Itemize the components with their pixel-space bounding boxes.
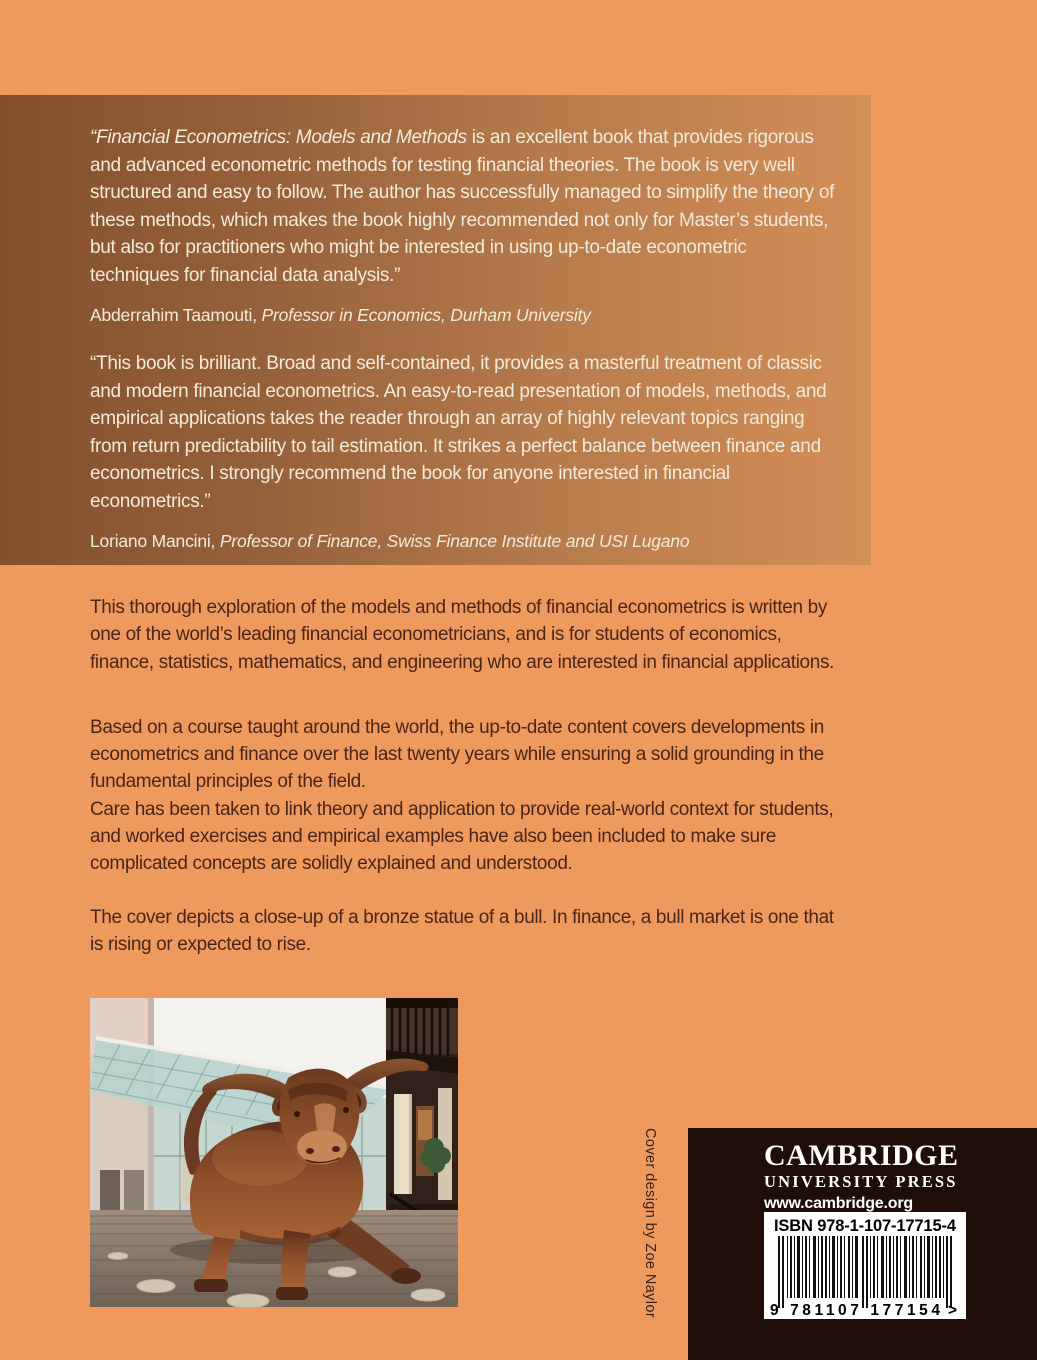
description-paragraph-3: Care has been taken to link theory and application to provide real-world context for students, and worked exercises and empirical examples have also been included to make sure complicated concepts are solidly explained and understood.: [90, 798, 834, 875]
barcode-digits: 9 781107 177154: [770, 1302, 940, 1319]
isbn-barcode: [764, 1212, 966, 1319]
book-description: [90, 594, 844, 958]
publisher-website: www.cambridge.org: [764, 1195, 913, 1212]
left-building: [90, 998, 154, 1236]
publisher-name-line2: UNIVERSITY PRESS: [764, 1172, 958, 1191]
cover-design-credit: Cover design by Zoe Naylor: [642, 1128, 658, 1319]
publisher-panel: [688, 1128, 1037, 1360]
review-quote-1: “Financial Econometrics: Models and Methods is an excellent book that provides rigorous and advanced econometric methods for testing financial theories. The book is very well structured and easy to follow. The author has successfully managed to simplify the theory of these methods, which makes the book highly recommended not only for Master’s students, but also for practitioners who might be interested in using up-to-date econometric techniques for financial data analysis.”: [90, 127, 835, 286]
description-paragraph-4: The cover depicts a close-up of a bronze statue of a bull. In finance, a bull market is one that is rising or expected to rise.: [90, 906, 834, 955]
review-attribution-2: Loriano Mancini, Professor of Finance, Swiss Finance Institute and USI Lugano: [90, 531, 690, 551]
barcode-arrow: >: [948, 1302, 958, 1319]
publisher-name-line1: CAMBRIDGE: [764, 1139, 959, 1172]
review-quotes-panel: [0, 95, 871, 565]
review-quote-2: “This book is brilliant. Broad and self-contained, it provides a masterful treatment of classic and modern financial econometrics. An easy-to-read presentation of models, methods, and empirical applications takes the reader through an array of highly relevant topics ranging from return predictability to tail estimation. It strikes a perfect balance between finance and econometrics. I strongly recommend the book for anyone interested in financial econometrics.”: [90, 353, 827, 512]
publisher-logo: [764, 1141, 1037, 1192]
cover-photo-bull-statue: [90, 998, 458, 1307]
description-paragraph-1: This thorough exploration of the models and methods of financial econometrics is written by one of the world’s leading financial econometricians, and is for students of economics, finance, statistics, mathematics, and engineering who are interested in financial applications.: [90, 597, 835, 673]
book-title-italic: “Financial Econometrics: Models and Methods: [90, 127, 467, 148]
isbn-label: ISBN 978-1-107-17715-4: [774, 1217, 956, 1235]
review-quotes: [90, 124, 838, 552]
review-attribution-1: Abderrahim Taamouti, Professor in Economics, Durham University: [90, 305, 591, 325]
description-paragraph-2: Based on a course taught around the world, the up-to-date content covers developments in econometrics and finance over the last twenty years while ensuring a solid grounding in the fundamental principles of the field.: [90, 716, 824, 793]
